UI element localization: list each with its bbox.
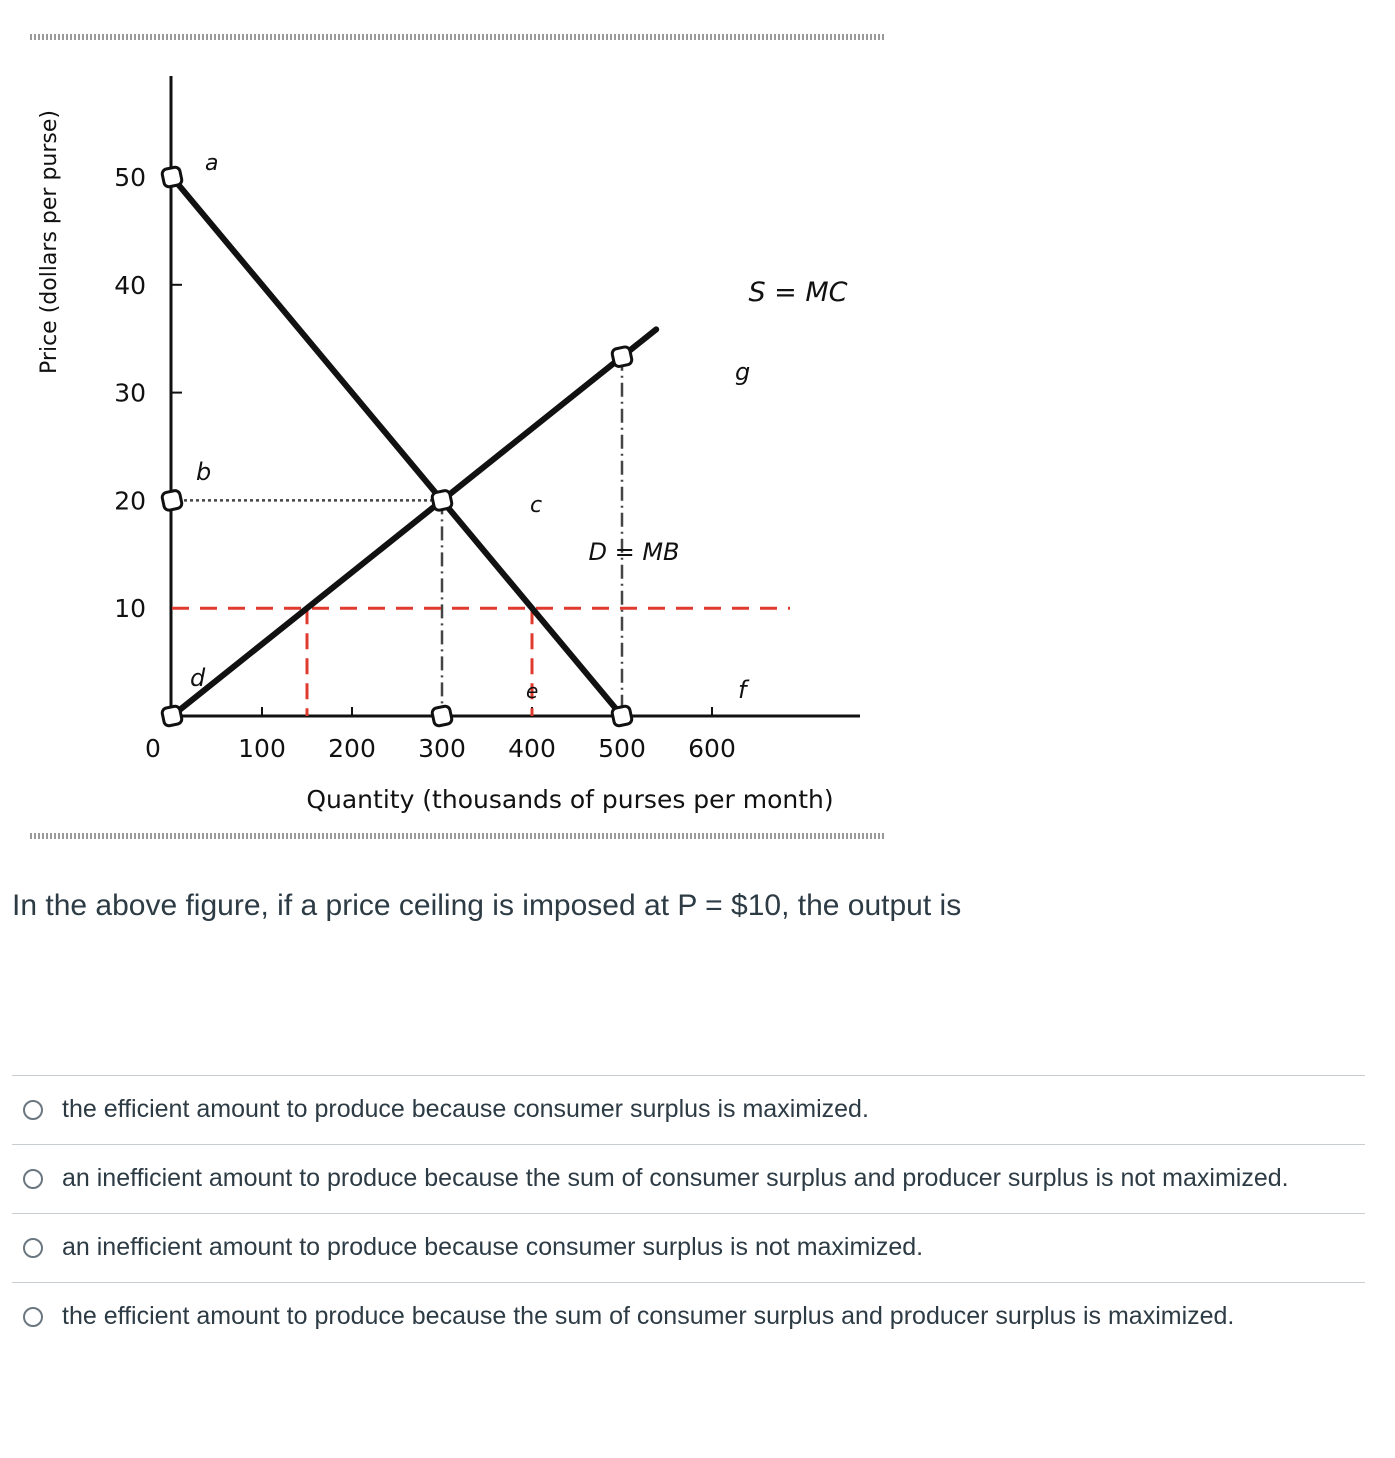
curves [172,177,656,716]
point-marker-b [161,490,182,511]
price-ceiling-lines [172,608,790,716]
point-marker-g [611,346,632,367]
point-label-a: a [205,151,219,176]
x-tick-label-100: 100 [238,734,286,763]
demand-label: D = MB [588,538,680,566]
radio-button-icon[interactable] [23,1100,43,1120]
point-marker-c [431,490,452,511]
x-tick-label-600: 600 [688,734,736,763]
answer-option-label: the efficient amount to produce because the sum of consumer surplus and producer surplus is maximized. [62,1302,1235,1330]
x-tick-label-0: 0 [145,734,161,763]
supply-curve [172,329,656,716]
x-tick-label-400: 400 [508,734,556,763]
radio-button-icon[interactable] [23,1169,43,1189]
answer-option-1[interactable] [12,1075,1365,1144]
question-text: In the above figure, if a price ceiling is imposed at P = $10, the output is [12,889,962,922]
point-marker-a [161,166,182,187]
radio-button-icon[interactable] [23,1238,43,1258]
y-tick-label-50: 50 [114,163,146,192]
answer-option-2[interactable] [12,1144,1365,1213]
demand-curve [172,177,622,716]
point-marker-f [611,705,632,726]
point-label-d: d [190,664,206,692]
answer-option-label: an inefficient amount to produce because consumer surplus is not maximized. [62,1233,924,1261]
answer-option-label: the efficient amount to produce because consumer surplus is maximized. [62,1095,869,1123]
x-axis-title: Quantity (thousands of purses per month) [306,785,834,814]
y-tick-label-30: 30 [114,378,146,408]
economics-figure [0,0,900,860]
answer-option-4[interactable] [12,1282,1365,1351]
x-tick-label-500: 500 [598,734,646,763]
point-label-e: e [526,679,539,703]
radio-button-icon[interactable] [23,1307,43,1327]
x-tick-label-200: 200 [328,734,376,763]
answer-option-3[interactable] [12,1213,1365,1282]
supply-label: S = MC [748,277,848,308]
answer-option-label: an inefficient amount to produce because the sum of consumer surplus and producer surplus is not maximized. [62,1164,1289,1192]
y-tick-label-40: 40 [114,270,146,300]
point-label-c: c [530,493,543,518]
point-label-g: g [735,358,751,386]
point-label-f: f [738,676,747,704]
y-tick-label-20: 20 [114,486,146,516]
y-axis-title: Price (dollars per purse) [37,110,62,374]
x-tick-label-300: 300 [418,734,466,763]
answer-list [12,1075,1365,1351]
point-marker-e [431,705,452,726]
point-label-b: b [196,458,212,486]
y-tick-label-10: 10 [114,594,146,624]
point-marker-d [161,705,182,726]
